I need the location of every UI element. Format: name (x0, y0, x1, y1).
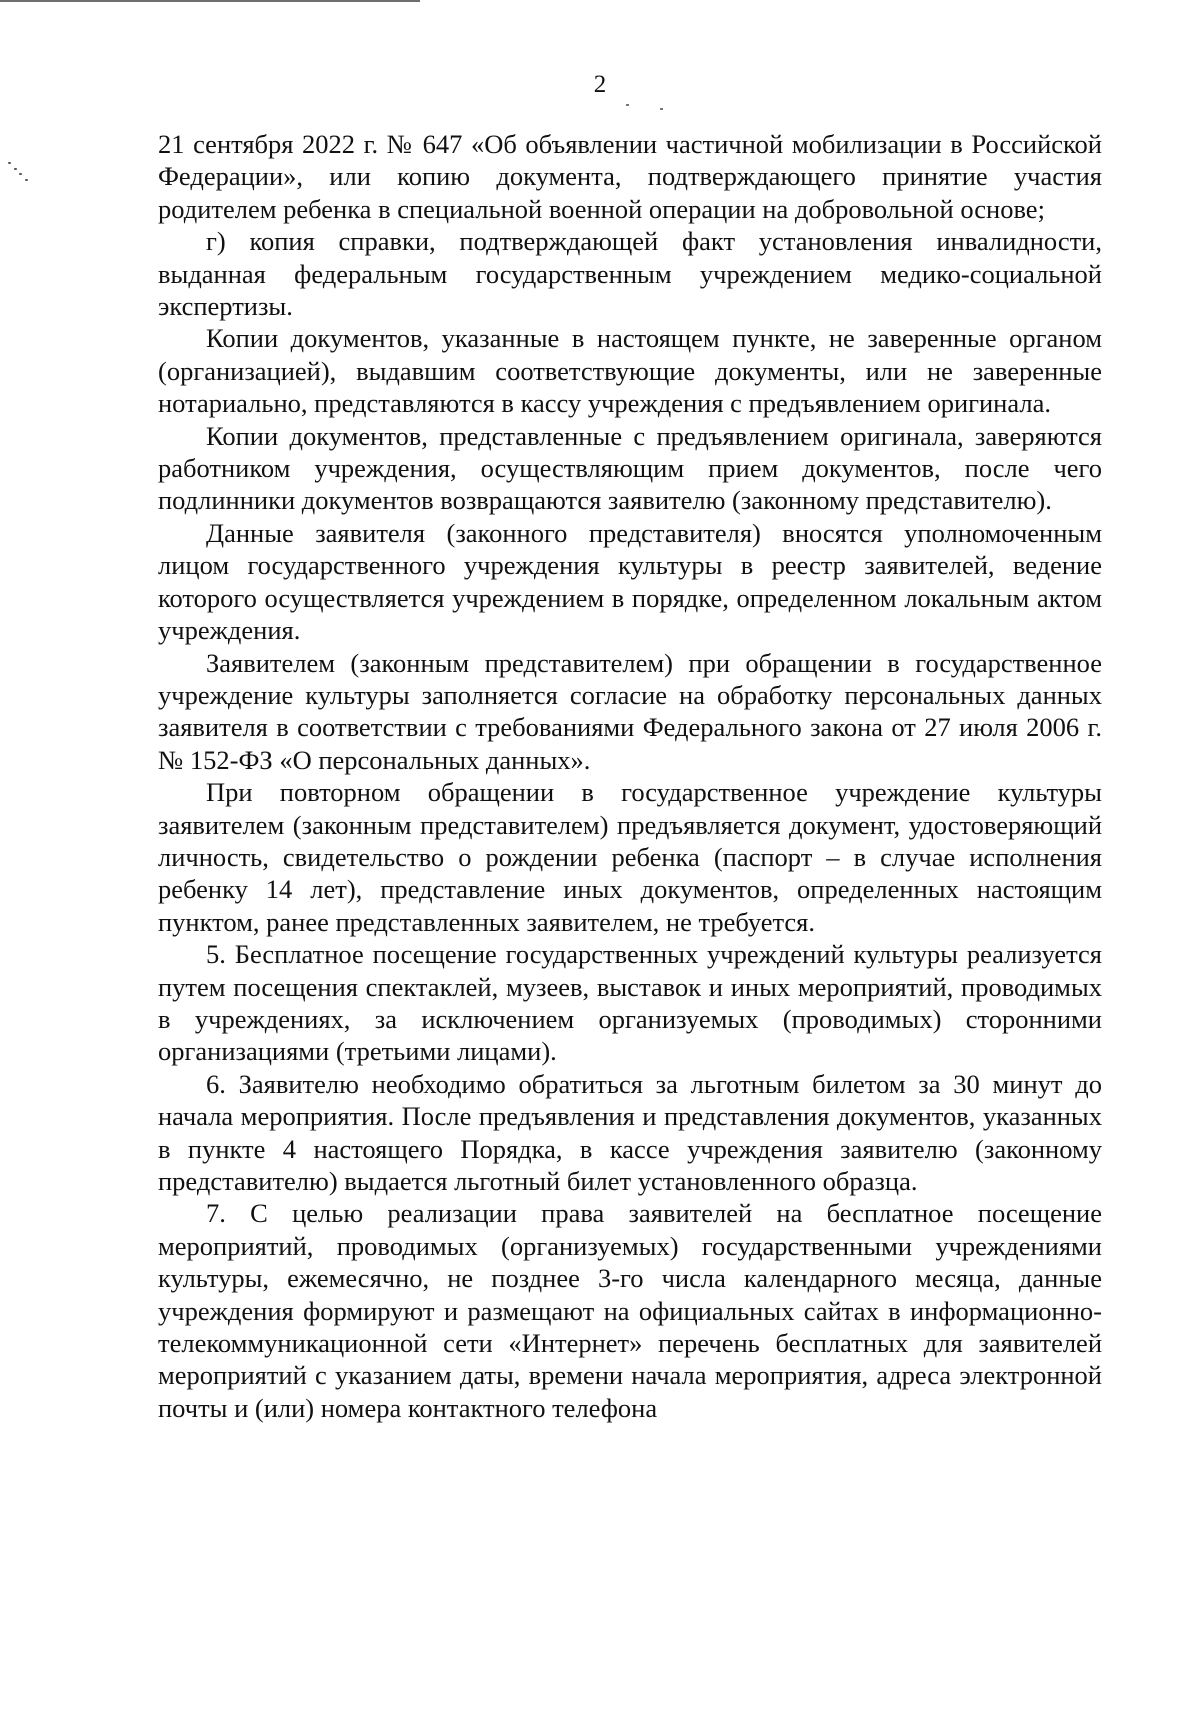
scan-speck (626, 104, 629, 106)
paragraph: 7. С целью реализации права заявителей на бесплатное посещение мероприятий, проводимых (организуемых) государственными учреждениями культуры, ежемесячно, не позднее 3-го числа календарного месяца, данные учреждения формируют и размещают на официальных сайтах в информационно-телекоммуникационной сети «Интернет» перечень бесплатных для заявителей мероприятий с указанием даты, времени начала мероприятия, адреса электронной почты и (или) номера контактного телефона (158, 1198, 1102, 1423)
paragraph: Копии документов, представленные с предъявлением оригинала, заверяются работником учреждения, осуществляющим прием документов, после чего подлинники документов возвращаются заявителю (законному представителю). (158, 420, 1102, 516)
paragraph: Копии документов, указанные в настоящем пункте, не заверенные органом (организацией), выдавшим соответствующие документы, или не заверенные нотариально, представляются в кассу учреждения с предъявлением оригинала. (158, 323, 1102, 419)
paragraph: Данные заявителя (законного представителя) вносятся уполномоченным лицом государственного учреждения культуры в реестр заявителей, ведение которого осуществляется учреждением в порядке, определенном локальным актом учреждения. (158, 517, 1102, 646)
paragraph: 21 сентября 2022 г. № 647 «Об объявлении частичной мобилизации в Российской Федерации», или копию документа, подтверждающего принятие участия родителем ребенка в специальной военной операции на добровольной основе; (158, 129, 1102, 224)
paragraph: Заявителем (законным представителем) при обращении в государственное учреждение культуры заполняется согласие на обработку персональных данных заявителя в соответствии с требованиями Федерального закона от 27 июля 2006 г. № 152-ФЗ «О персональных данных». (158, 647, 1102, 775)
paragraph: 5. Бесплатное посещение государственных учреждений культуры реализуется путем посещения спектаклей, музеев, выставок и иных мероприятий, проводимых в учреждениях, за исключением организуемых (проводимых) сторонними организациями (третьими лицами). (158, 939, 1102, 1067)
document-body (158, 128, 1102, 1424)
paragraph: При повторном обращении в государственное учреждение культуры заявителем (законным представителем) предъявляется документ, удостоверяющий личность, свидетельство о рождении ребенка (паспорт – в случае исполнения ребенку 14 лет), представление иных документов, определенных настоящим пунктом, ранее представленных заявителем, не требуется. (158, 777, 1102, 937)
paragraph: г) копия справки, подтверждающей факт установления инвалидности, выданная федеральным государственным учреждением медико-социальной экспертизы. (158, 226, 1102, 322)
scan-margin-marks (6, 160, 36, 190)
scan-top-edge (0, 0, 420, 2)
scan-speck (660, 108, 663, 110)
paragraph: 6. Заявителю необходимо обратиться за льготным билетом за 30 минут до начала мероприятия. После предъявления и представления документов, указанных в пункте 4 настоящего Порядка, в кассе учреждения заявителю (законному представителю) выдается льготный билет установленного образца. (158, 1068, 1102, 1196)
page-number: 2 (593, 71, 607, 98)
